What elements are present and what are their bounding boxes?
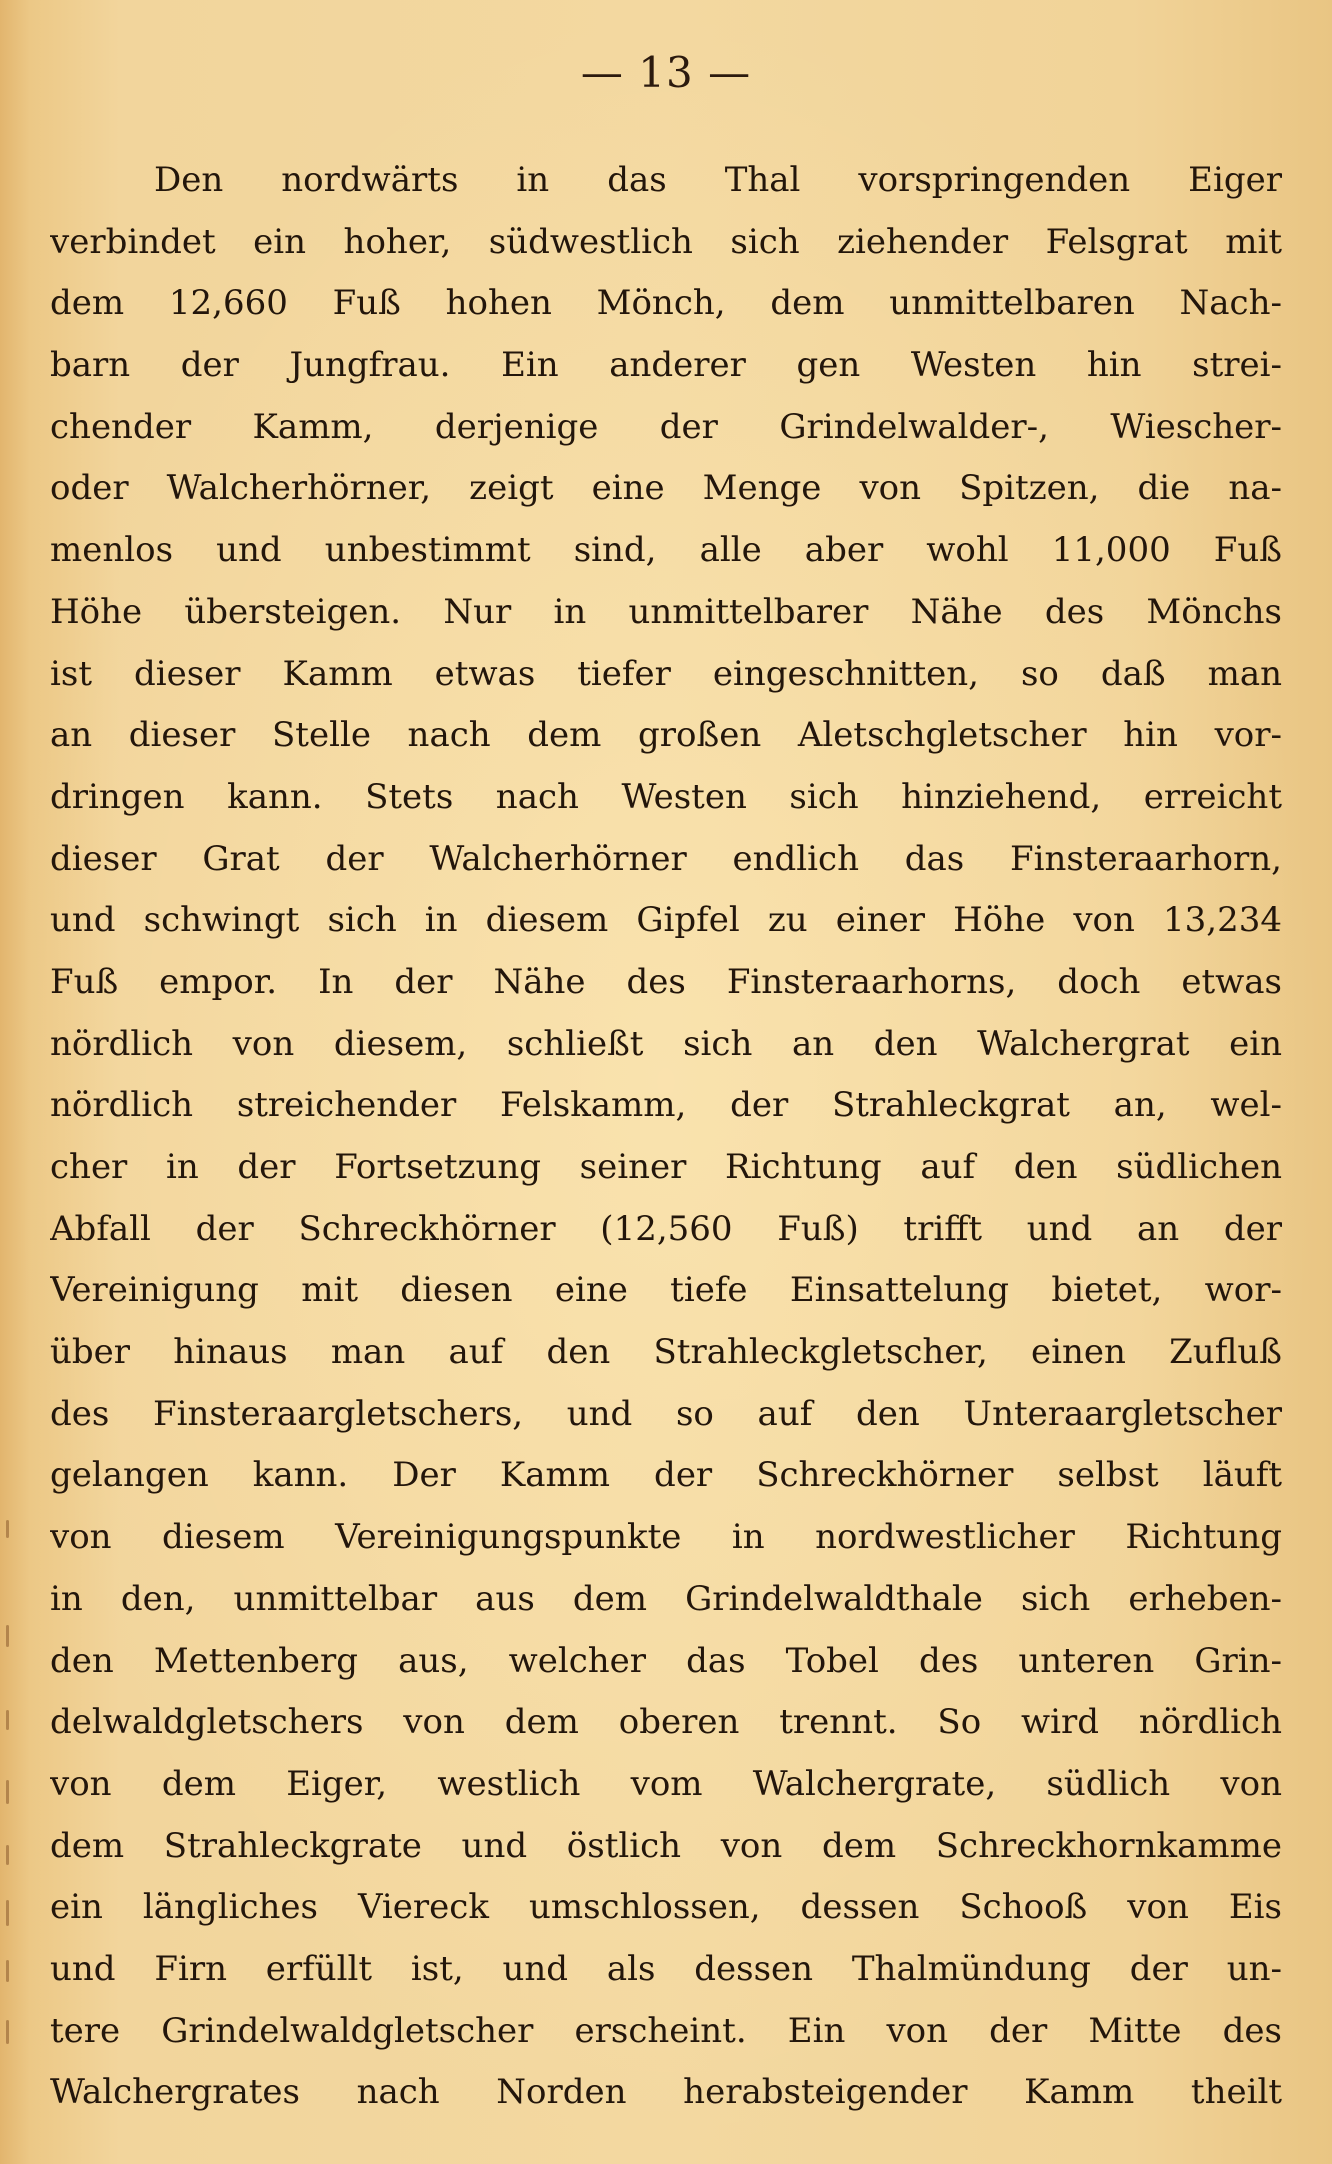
text-line: gelangen kann. Der Kamm der Schreckhörner selbst läuft bbox=[50, 1455, 1282, 1496]
text-line: an dieser Stelle nach dem großen Aletschgletscher hin vor- bbox=[50, 715, 1282, 756]
text-line: und schwingt sich in diesem Gipfel zu einer Höhe von 13,234 bbox=[50, 900, 1282, 941]
text-line: von diesem Vereinigungspunkte in nordwestlicher Richtung bbox=[50, 1517, 1282, 1558]
text-line: Abfall der Schreckhörner (12,560 Fuß) trifft und an der bbox=[50, 1208, 1282, 1249]
text-line: nördlich streichender Felskamm, der Strahleckgrat an, wel- bbox=[50, 1085, 1282, 1126]
page-edge-mark bbox=[6, 1625, 9, 1647]
text-line: Den nordwärts in das Thal vorspringenden Eiger bbox=[154, 160, 1282, 200]
body-text bbox=[50, 150, 1282, 2124]
page-edge-mark bbox=[6, 1900, 9, 1926]
text-line: dieser Grat der Walcherhörner endlich das Finsteraarhorn, bbox=[50, 838, 1282, 879]
text-line: des Finsteraargletschers, und so auf den Unteraargletscher bbox=[50, 1393, 1282, 1434]
text-line: chender Kamm, derjenige der Grindelwalder-, Wiescher- bbox=[50, 406, 1282, 447]
text-line: nördlich von diesem, schließt sich an den Walchergrat ein bbox=[50, 1023, 1282, 1064]
text-line: tere Grindelwaldgletscher erscheint. Ein von der Mitte des bbox=[50, 2010, 1282, 2051]
text-line: Höhe übersteigen. Nur in unmittelbarer Nähe des Mönchs bbox=[50, 591, 1282, 632]
text-line: barn der Jungfrau. Ein anderer gen Westen hin strei- bbox=[50, 345, 1282, 386]
text-line: verbindet ein hoher, südwestlich sich ziehender Felsgrat mit bbox=[50, 221, 1282, 262]
page-edge-mark bbox=[6, 1960, 9, 1982]
text-line: über hinaus man auf den Strahleckgletscher, einen Zufluß bbox=[50, 1332, 1282, 1373]
text-line: dem 12,660 Fuß hohen Mönch, dem unmittelbaren Nach- bbox=[50, 283, 1282, 324]
page-number: — 13 — bbox=[580, 48, 752, 97]
text-line: menlos und unbestimmt sind, alle aber wohl 11,000 Fuß bbox=[50, 530, 1282, 571]
page-edge-mark bbox=[6, 2020, 9, 2044]
page-edge-mark bbox=[6, 1845, 9, 1865]
text-line: dem Strahleckgrate und östlich von dem Schreckhornkamme bbox=[50, 1825, 1282, 1866]
text-line: Vereinigung mit diesen eine tiefe Einsattelung bietet, wor- bbox=[50, 1270, 1282, 1311]
text-line: den Mettenberg aus, welcher das Tobel des unteren Grin- bbox=[50, 1640, 1282, 1681]
text-line: ist dieser Kamm etwas tiefer eingeschnitten, so daß man bbox=[50, 653, 1282, 694]
text-line: und Firn erfüllt ist, und als dessen Thalmündung der un- bbox=[50, 1948, 1282, 1989]
text-line: in den, unmittelbar aus dem Grindelwaldthale sich erheben- bbox=[50, 1578, 1282, 1619]
text-line: Fuß empor. In der Nähe des Finsteraarhorns, doch etwas bbox=[50, 961, 1282, 1002]
text-line: von dem Eiger, westlich vom Walchergrate, südlich von bbox=[50, 1763, 1282, 1804]
text-line: cher in der Fortsetzung seiner Richtung auf den südlichen bbox=[50, 1147, 1282, 1187]
page-edge-mark bbox=[6, 1780, 9, 1804]
text-line: delwaldgletschers von dem oberen trennt. So wird nördlich bbox=[50, 1702, 1282, 1743]
text-line: oder Walcherhörner, zeigt eine Menge von Spitzen, die na- bbox=[50, 468, 1282, 509]
text-line: dringen kann. Stets nach Westen sich hinziehend, erreicht bbox=[50, 776, 1282, 817]
page-edge-mark bbox=[6, 1520, 9, 1538]
page-edge-mark bbox=[6, 1710, 9, 1730]
text-line: Walchergrates nach Norden herabsteigender Kamm theilt bbox=[50, 2072, 1282, 2113]
text-line: ein längliches Viereck umschlossen, dessen Schooß von Eis bbox=[50, 1887, 1282, 1928]
